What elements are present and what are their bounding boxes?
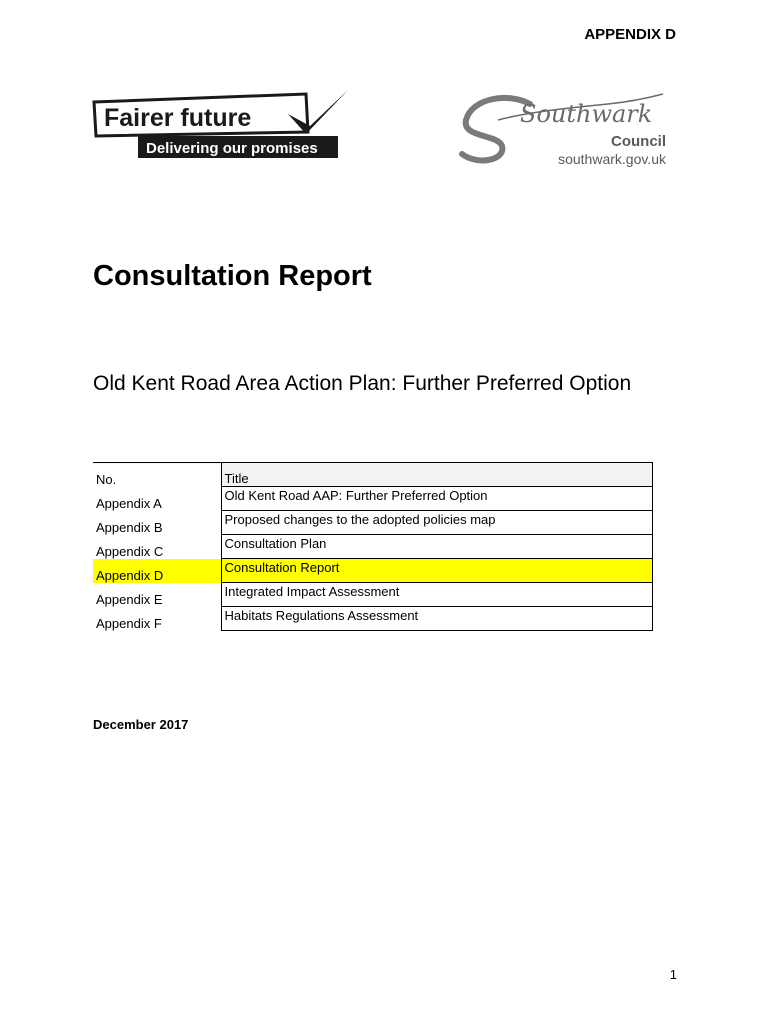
table-row (93, 559, 653, 583)
page-number: 1 (669, 967, 677, 982)
header-title: Title (221, 463, 653, 487)
southwark-url: southwark.gov.uk (558, 151, 666, 167)
document-subtitle: Old Kent Road Area Action Plan: Further Preferred Option (93, 372, 632, 395)
document-date: December 2017 (93, 717, 189, 732)
row-no: Appendix D (93, 559, 221, 583)
southwark-council-label: Council (611, 133, 666, 150)
row-no: Appendix F (96, 615, 162, 631)
row-title: Consultation Report (221, 559, 653, 583)
appendix-table (93, 462, 653, 631)
table-row (93, 607, 653, 631)
fairer-future-text: Fairer future (104, 104, 252, 132)
row-no: Appendix E (96, 591, 163, 607)
row-title: Old Kent Road AAP: Further Preferred Option (221, 487, 653, 511)
table-row (93, 487, 653, 511)
appendix-label: APPENDIX D (584, 26, 676, 43)
page-title: Consultation Report (93, 260, 372, 292)
row-title: Habitats Regulations Assessment (221, 607, 653, 631)
delivering-promises-text: Delivering our promises (146, 140, 318, 157)
row-title: Integrated Impact Assessment (221, 583, 653, 607)
row-title: Proposed changes to the adopted policies map (221, 511, 653, 535)
table-row (93, 535, 653, 559)
fairer-future-logo (92, 86, 352, 162)
table-row (93, 511, 653, 535)
row-title: Consultation Plan (221, 535, 653, 559)
table-row (93, 583, 653, 607)
southwark-script-name: Southwark (520, 100, 653, 128)
row-no: Appendix A (96, 495, 162, 511)
header-no: No. (93, 463, 221, 487)
table-header-row (93, 463, 653, 487)
row-no: Appendix B (96, 519, 163, 535)
row-no: Appendix C (96, 543, 164, 559)
